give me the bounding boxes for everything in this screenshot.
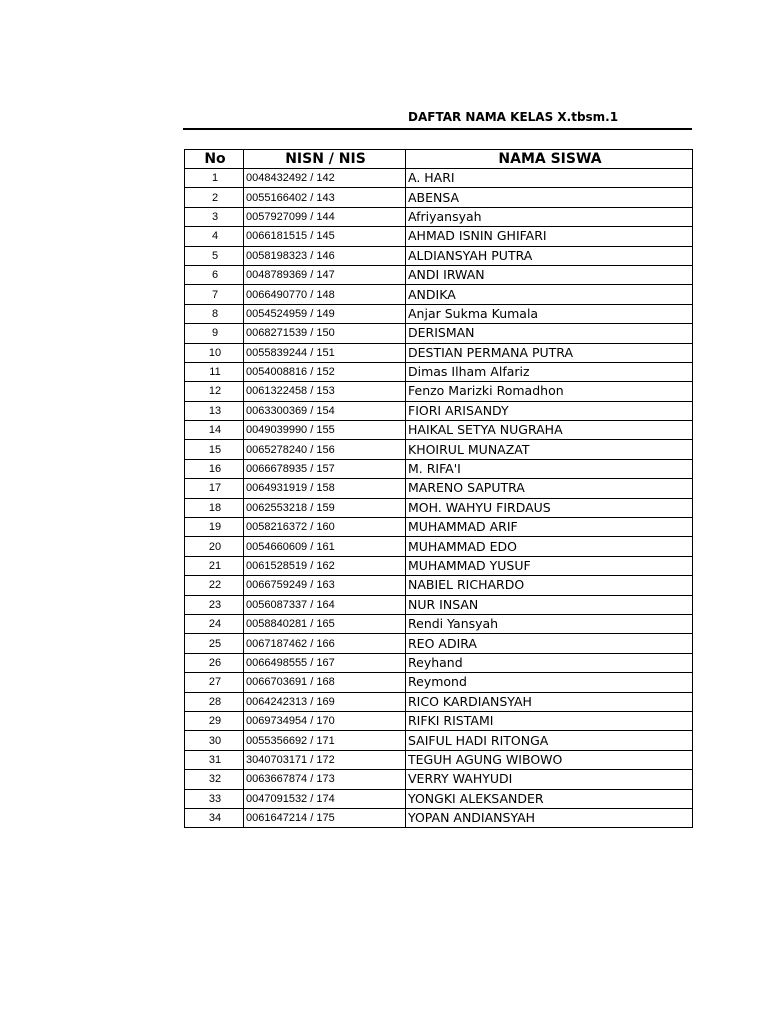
table-row bbox=[185, 169, 693, 188]
table-row bbox=[185, 518, 693, 537]
row-number: 6 bbox=[185, 265, 244, 284]
row-number: 29 bbox=[185, 711, 244, 730]
row-number: 21 bbox=[185, 556, 244, 575]
table-row bbox=[185, 673, 693, 692]
row-nisn: 0069734954 / 170 bbox=[244, 711, 406, 730]
row-nisn: 0061647214 / 175 bbox=[244, 808, 406, 827]
row-nisn: 0058198323 / 146 bbox=[244, 246, 406, 265]
row-student-name: Dimas Ilham Alfariz bbox=[406, 362, 693, 381]
student-table bbox=[184, 149, 693, 828]
row-number: 24 bbox=[185, 614, 244, 633]
table-header-row bbox=[185, 150, 693, 169]
row-number: 16 bbox=[185, 459, 244, 478]
table-row bbox=[185, 692, 693, 711]
row-number: 19 bbox=[185, 518, 244, 537]
table-row bbox=[185, 265, 693, 284]
row-nisn: 0068271539 / 150 bbox=[244, 324, 406, 343]
row-number: 28 bbox=[185, 692, 244, 711]
row-nisn: 0048432492 / 142 bbox=[244, 169, 406, 188]
table-row bbox=[185, 808, 693, 827]
row-student-name: SAIFUL HADI RITONGA bbox=[406, 731, 693, 750]
row-nisn: 0065278240 / 156 bbox=[244, 440, 406, 459]
row-student-name: ABENSA bbox=[406, 188, 693, 207]
row-student-name: Fenzo Marizki Romadhon bbox=[406, 382, 693, 401]
row-student-name: MARENO SAPUTRA bbox=[406, 479, 693, 498]
table-row bbox=[185, 711, 693, 730]
table-row bbox=[185, 343, 693, 362]
table-row bbox=[185, 421, 693, 440]
table-row bbox=[185, 614, 693, 633]
title-divider bbox=[183, 128, 692, 130]
row-student-name: Reyhand bbox=[406, 653, 693, 672]
row-nisn: 0066490770 / 148 bbox=[244, 285, 406, 304]
table-row bbox=[185, 789, 693, 808]
header-name: NAMA SISWA bbox=[406, 150, 693, 169]
row-student-name: MUHAMMAD ARIF bbox=[406, 518, 693, 537]
row-student-name: ANDIKA bbox=[406, 285, 693, 304]
row-number: 8 bbox=[185, 304, 244, 323]
row-nisn: 0067187462 / 166 bbox=[244, 634, 406, 653]
row-nisn: 0063300369 / 154 bbox=[244, 401, 406, 420]
row-number: 7 bbox=[185, 285, 244, 304]
table-row bbox=[185, 537, 693, 556]
row-number: 15 bbox=[185, 440, 244, 459]
document-title: DAFTAR NAMA KELAS X.tbsm.1 bbox=[408, 110, 619, 124]
table-row bbox=[185, 382, 693, 401]
row-student-name: YOPAN ANDIANSYAH bbox=[406, 808, 693, 827]
row-nisn: 0055839244 / 151 bbox=[244, 343, 406, 362]
row-student-name: A. HARI bbox=[406, 169, 693, 188]
row-nisn: 0066678935 / 157 bbox=[244, 459, 406, 478]
row-number: 10 bbox=[185, 343, 244, 362]
row-student-name: TEGUH AGUNG WIBOWO bbox=[406, 750, 693, 769]
table-body bbox=[185, 169, 693, 828]
row-nisn: 0062553218 / 159 bbox=[244, 498, 406, 517]
row-number: 11 bbox=[185, 362, 244, 381]
row-nisn: 0054008816 / 152 bbox=[244, 362, 406, 381]
table-row bbox=[185, 595, 693, 614]
row-number: 20 bbox=[185, 537, 244, 556]
row-nisn: 0054524959 / 149 bbox=[244, 304, 406, 323]
row-nisn: 0066181515 / 145 bbox=[244, 227, 406, 246]
table-row bbox=[185, 479, 693, 498]
row-nisn: 0064242313 / 169 bbox=[244, 692, 406, 711]
row-student-name: MUHAMMAD EDO bbox=[406, 537, 693, 556]
table-row bbox=[185, 324, 693, 343]
row-nisn: 0058216372 / 160 bbox=[244, 518, 406, 537]
table-row bbox=[185, 498, 693, 517]
row-student-name: M. RIFA'I bbox=[406, 459, 693, 478]
row-number: 27 bbox=[185, 673, 244, 692]
row-number: 9 bbox=[185, 324, 244, 343]
row-student-name: ALDIANSYAH PUTRA bbox=[406, 246, 693, 265]
row-number: 3 bbox=[185, 207, 244, 226]
row-nisn: 0047091532 / 174 bbox=[244, 789, 406, 808]
table-row bbox=[185, 576, 693, 595]
row-number: 30 bbox=[185, 731, 244, 750]
table-row bbox=[185, 459, 693, 478]
table-row bbox=[185, 440, 693, 459]
row-student-name: AHMAD ISNIN GHIFARI bbox=[406, 227, 693, 246]
row-nisn: 0063667874 / 173 bbox=[244, 770, 406, 789]
table-row bbox=[185, 731, 693, 750]
row-number: 18 bbox=[185, 498, 244, 517]
table-row bbox=[185, 750, 693, 769]
row-student-name: NABIEL RICHARDO bbox=[406, 576, 693, 595]
row-number: 22 bbox=[185, 576, 244, 595]
row-student-name: FIORI ARISANDY bbox=[406, 401, 693, 420]
table-row bbox=[185, 304, 693, 323]
row-number: 33 bbox=[185, 789, 244, 808]
table-row bbox=[185, 401, 693, 420]
row-nisn: 0048789369 / 147 bbox=[244, 265, 406, 284]
row-student-name: ANDI IRWAN bbox=[406, 265, 693, 284]
row-student-name: VERRY WAHYUDI bbox=[406, 770, 693, 789]
table-row bbox=[185, 227, 693, 246]
row-number: 4 bbox=[185, 227, 244, 246]
row-student-name: DESTIAN PERMANA PUTRA bbox=[406, 343, 693, 362]
row-number: 14 bbox=[185, 421, 244, 440]
table-row bbox=[185, 653, 693, 672]
row-nisn: 0056087337 / 164 bbox=[244, 595, 406, 614]
row-student-name: RICO KARDIANSYAH bbox=[406, 692, 693, 711]
row-nisn: 0066703691 / 168 bbox=[244, 673, 406, 692]
row-student-name: Rendi Yansyah bbox=[406, 614, 693, 633]
row-number: 2 bbox=[185, 188, 244, 207]
row-number: 34 bbox=[185, 808, 244, 827]
row-nisn: 0049039990 / 155 bbox=[244, 421, 406, 440]
table-row bbox=[185, 188, 693, 207]
table-row bbox=[185, 556, 693, 575]
row-number: 17 bbox=[185, 479, 244, 498]
header-no: No bbox=[185, 150, 244, 169]
row-student-name: DERISMAN bbox=[406, 324, 693, 343]
row-nisn: 0066759249 / 163 bbox=[244, 576, 406, 595]
row-number: 32 bbox=[185, 770, 244, 789]
table-row bbox=[185, 246, 693, 265]
row-student-name: YONGKI ALEKSANDER bbox=[406, 789, 693, 808]
row-nisn: 0058840281 / 165 bbox=[244, 614, 406, 633]
table-row bbox=[185, 770, 693, 789]
row-nisn: 0057927099 / 144 bbox=[244, 207, 406, 226]
header-nisn: NISN / NIS bbox=[244, 150, 406, 169]
row-student-name: HAIKAL SETYA NUGRAHA bbox=[406, 421, 693, 440]
row-number: 5 bbox=[185, 246, 244, 265]
row-student-name: NUR INSAN bbox=[406, 595, 693, 614]
row-student-name: Reymond bbox=[406, 673, 693, 692]
row-number: 26 bbox=[185, 653, 244, 672]
row-nisn: 0055166402 / 143 bbox=[244, 188, 406, 207]
row-number: 23 bbox=[185, 595, 244, 614]
row-student-name: KHOIRUL MUNAZAT bbox=[406, 440, 693, 459]
row-number: 1 bbox=[185, 169, 244, 188]
row-number: 31 bbox=[185, 750, 244, 769]
row-nisn: 0055356692 / 171 bbox=[244, 731, 406, 750]
table-row bbox=[185, 634, 693, 653]
row-number: 25 bbox=[185, 634, 244, 653]
row-nisn: 0054660609 / 161 bbox=[244, 537, 406, 556]
table-row bbox=[185, 285, 693, 304]
table-row bbox=[185, 207, 693, 226]
table-row bbox=[185, 362, 693, 381]
row-nisn: 3040703171 / 172 bbox=[244, 750, 406, 769]
row-student-name: Afriyansyah bbox=[406, 207, 693, 226]
row-nisn: 0061322458 / 153 bbox=[244, 382, 406, 401]
row-student-name: REO ADIRA bbox=[406, 634, 693, 653]
row-nisn: 0061528519 / 162 bbox=[244, 556, 406, 575]
row-number: 12 bbox=[185, 382, 244, 401]
row-number: 13 bbox=[185, 401, 244, 420]
row-student-name: MUHAMMAD YUSUF bbox=[406, 556, 693, 575]
row-student-name: MOH. WAHYU FIRDAUS bbox=[406, 498, 693, 517]
row-student-name: Anjar Sukma Kumala bbox=[406, 304, 693, 323]
row-nisn: 0066498555 / 167 bbox=[244, 653, 406, 672]
row-nisn: 0064931919 / 158 bbox=[244, 479, 406, 498]
row-student-name: RIFKI RISTAMI bbox=[406, 711, 693, 730]
